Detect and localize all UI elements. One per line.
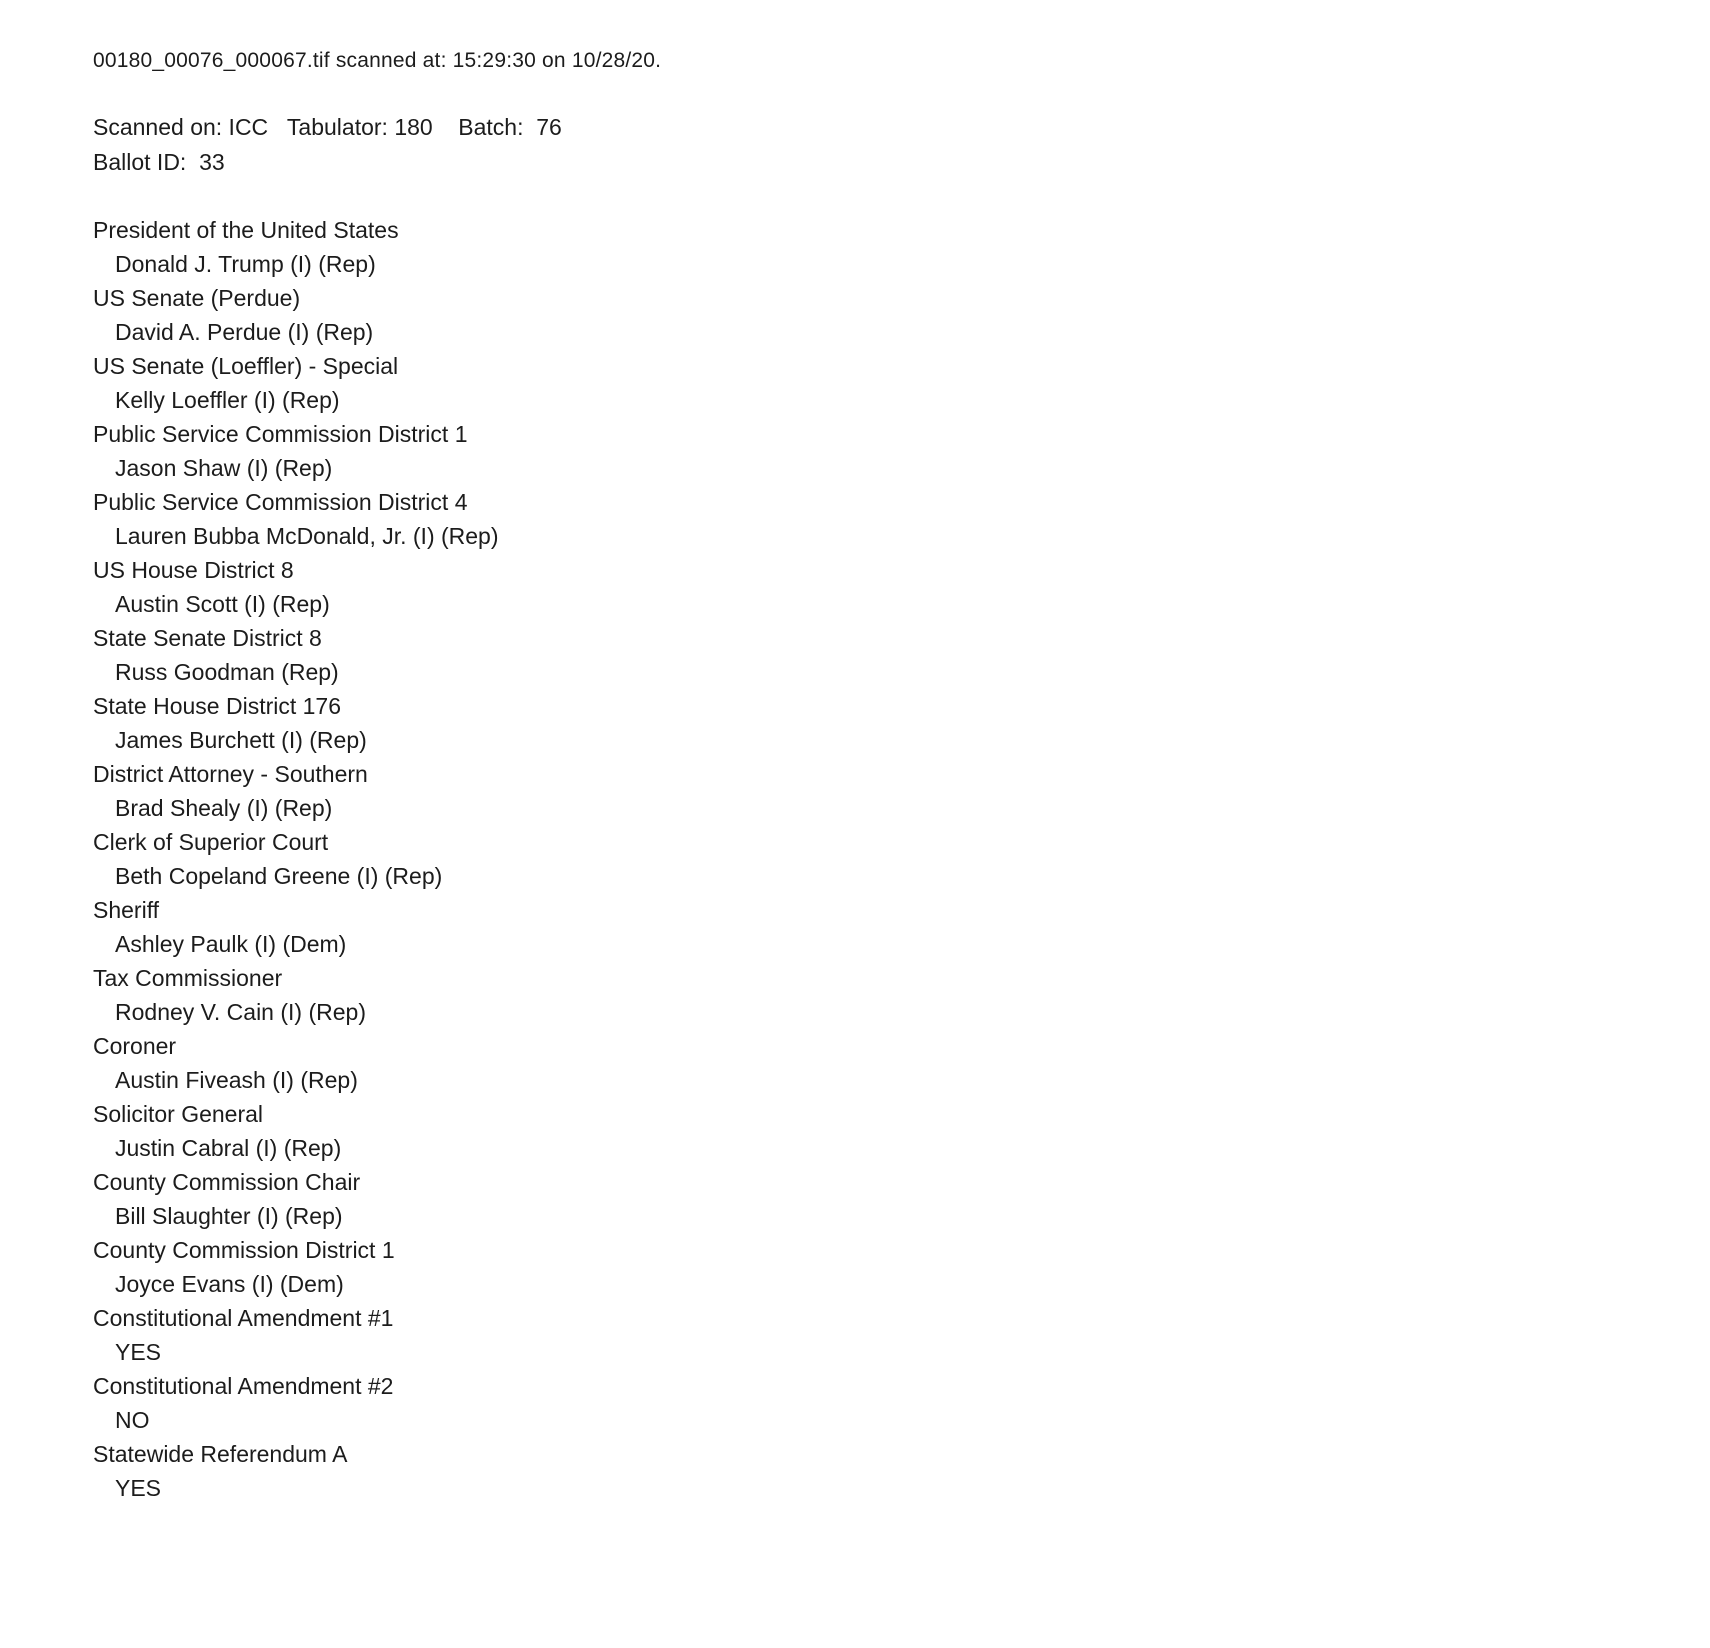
contest-entry — [93, 961, 1710, 1029]
contest-entry — [93, 893, 1710, 961]
contest-title: Solicitor General — [93, 1101, 264, 1127]
contest-entry — [93, 1029, 1710, 1097]
contest-title: Constitutional Amendment #2 — [93, 1373, 394, 1399]
contest-entry — [93, 757, 1710, 825]
contest-selection: Donald J. Trump (I) (Rep) — [115, 251, 376, 277]
contest-title: District Attorney - Southern — [93, 761, 368, 787]
contest-selection: Austin Scott (I) (Rep) — [115, 591, 330, 617]
contest-selection: David A. Perdue (I) (Rep) — [115, 319, 374, 345]
contest-entry — [93, 553, 1710, 621]
contest-selection: Russ Goodman (Rep) — [115, 659, 339, 685]
contest-title: US House District 8 — [93, 557, 294, 583]
contest-selection: Beth Copeland Greene (I) (Rep) — [115, 863, 443, 889]
contest-title: Statewide Referendum A — [93, 1441, 348, 1467]
contest-entry — [93, 1097, 1710, 1165]
contest-entry — [93, 1233, 1710, 1301]
contest-entry — [93, 689, 1710, 757]
contest-entry — [93, 1437, 1710, 1505]
contest-selection: NO — [115, 1407, 150, 1433]
contest-entry — [93, 417, 1710, 485]
contest-title: Constitutional Amendment #1 — [93, 1305, 394, 1331]
contest-title: Clerk of Superior Court — [93, 829, 329, 855]
contest-selection: Bill Slaughter (I) (Rep) — [115, 1203, 343, 1229]
contest-title: Public Service Commission District 4 — [93, 489, 468, 515]
contest-selection: Brad Shealy (I) (Rep) — [115, 795, 333, 821]
contest-title: US Senate (Perdue) — [93, 285, 301, 311]
contest-title: Coroner — [93, 1033, 177, 1059]
contest-title: County Commission Chair — [93, 1169, 361, 1195]
contest-entry — [93, 485, 1710, 553]
contest-entry — [93, 213, 1710, 281]
contest-title: County Commission District 1 — [93, 1237, 395, 1263]
contest-title: Public Service Commission District 1 — [93, 421, 468, 447]
contest-entry — [93, 825, 1710, 893]
scan-filename-line: 00180_00076_000067.tif scanned at: 15:29:30 on 10/28/20. — [93, 49, 662, 72]
contest-title: State Senate District 8 — [93, 625, 322, 651]
contest-selection: Ashley Paulk (I) (Dem) — [115, 931, 347, 957]
contest-selection: Kelly Loeffler (I) (Rep) — [115, 387, 340, 413]
ballot-id-line: Ballot ID: 33 — [93, 149, 225, 175]
contest-title: Sheriff — [93, 897, 160, 923]
contest-selection: Joyce Evans (I) (Dem) — [115, 1271, 344, 1297]
contest-title: President of the United States — [93, 217, 399, 243]
contest-selection: YES — [115, 1339, 162, 1365]
scanned-on-line: Scanned on: ICC Tabulator: 180 Batch: 76 — [93, 114, 562, 140]
contest-selection: Rodney V. Cain (I) (Rep) — [115, 999, 366, 1025]
contest-entry — [93, 349, 1710, 417]
contest-selection: Jason Shaw (I) (Rep) — [115, 455, 333, 481]
contest-selection: Austin Fiveash (I) (Rep) — [115, 1067, 358, 1093]
contest-selection: Lauren Bubba McDonald, Jr. (I) (Rep) — [115, 523, 499, 549]
contest-selection: Justin Cabral (I) (Rep) — [115, 1135, 342, 1161]
contest-entry — [93, 1369, 1710, 1437]
contest-entry — [93, 621, 1710, 689]
contest-selection: James Burchett (I) (Rep) — [115, 727, 367, 753]
contest-entry — [93, 1165, 1710, 1233]
scan-metadata-block — [93, 110, 1710, 180]
contest-entry — [93, 281, 1710, 349]
contest-title: State House District 176 — [93, 693, 342, 719]
contest-entry — [93, 1301, 1710, 1369]
contest-results-list — [93, 213, 1710, 1505]
contest-title: Tax Commissioner — [93, 965, 283, 991]
contest-selection: YES — [115, 1475, 162, 1501]
contest-title: US Senate (Loeffler) - Special — [93, 353, 399, 379]
